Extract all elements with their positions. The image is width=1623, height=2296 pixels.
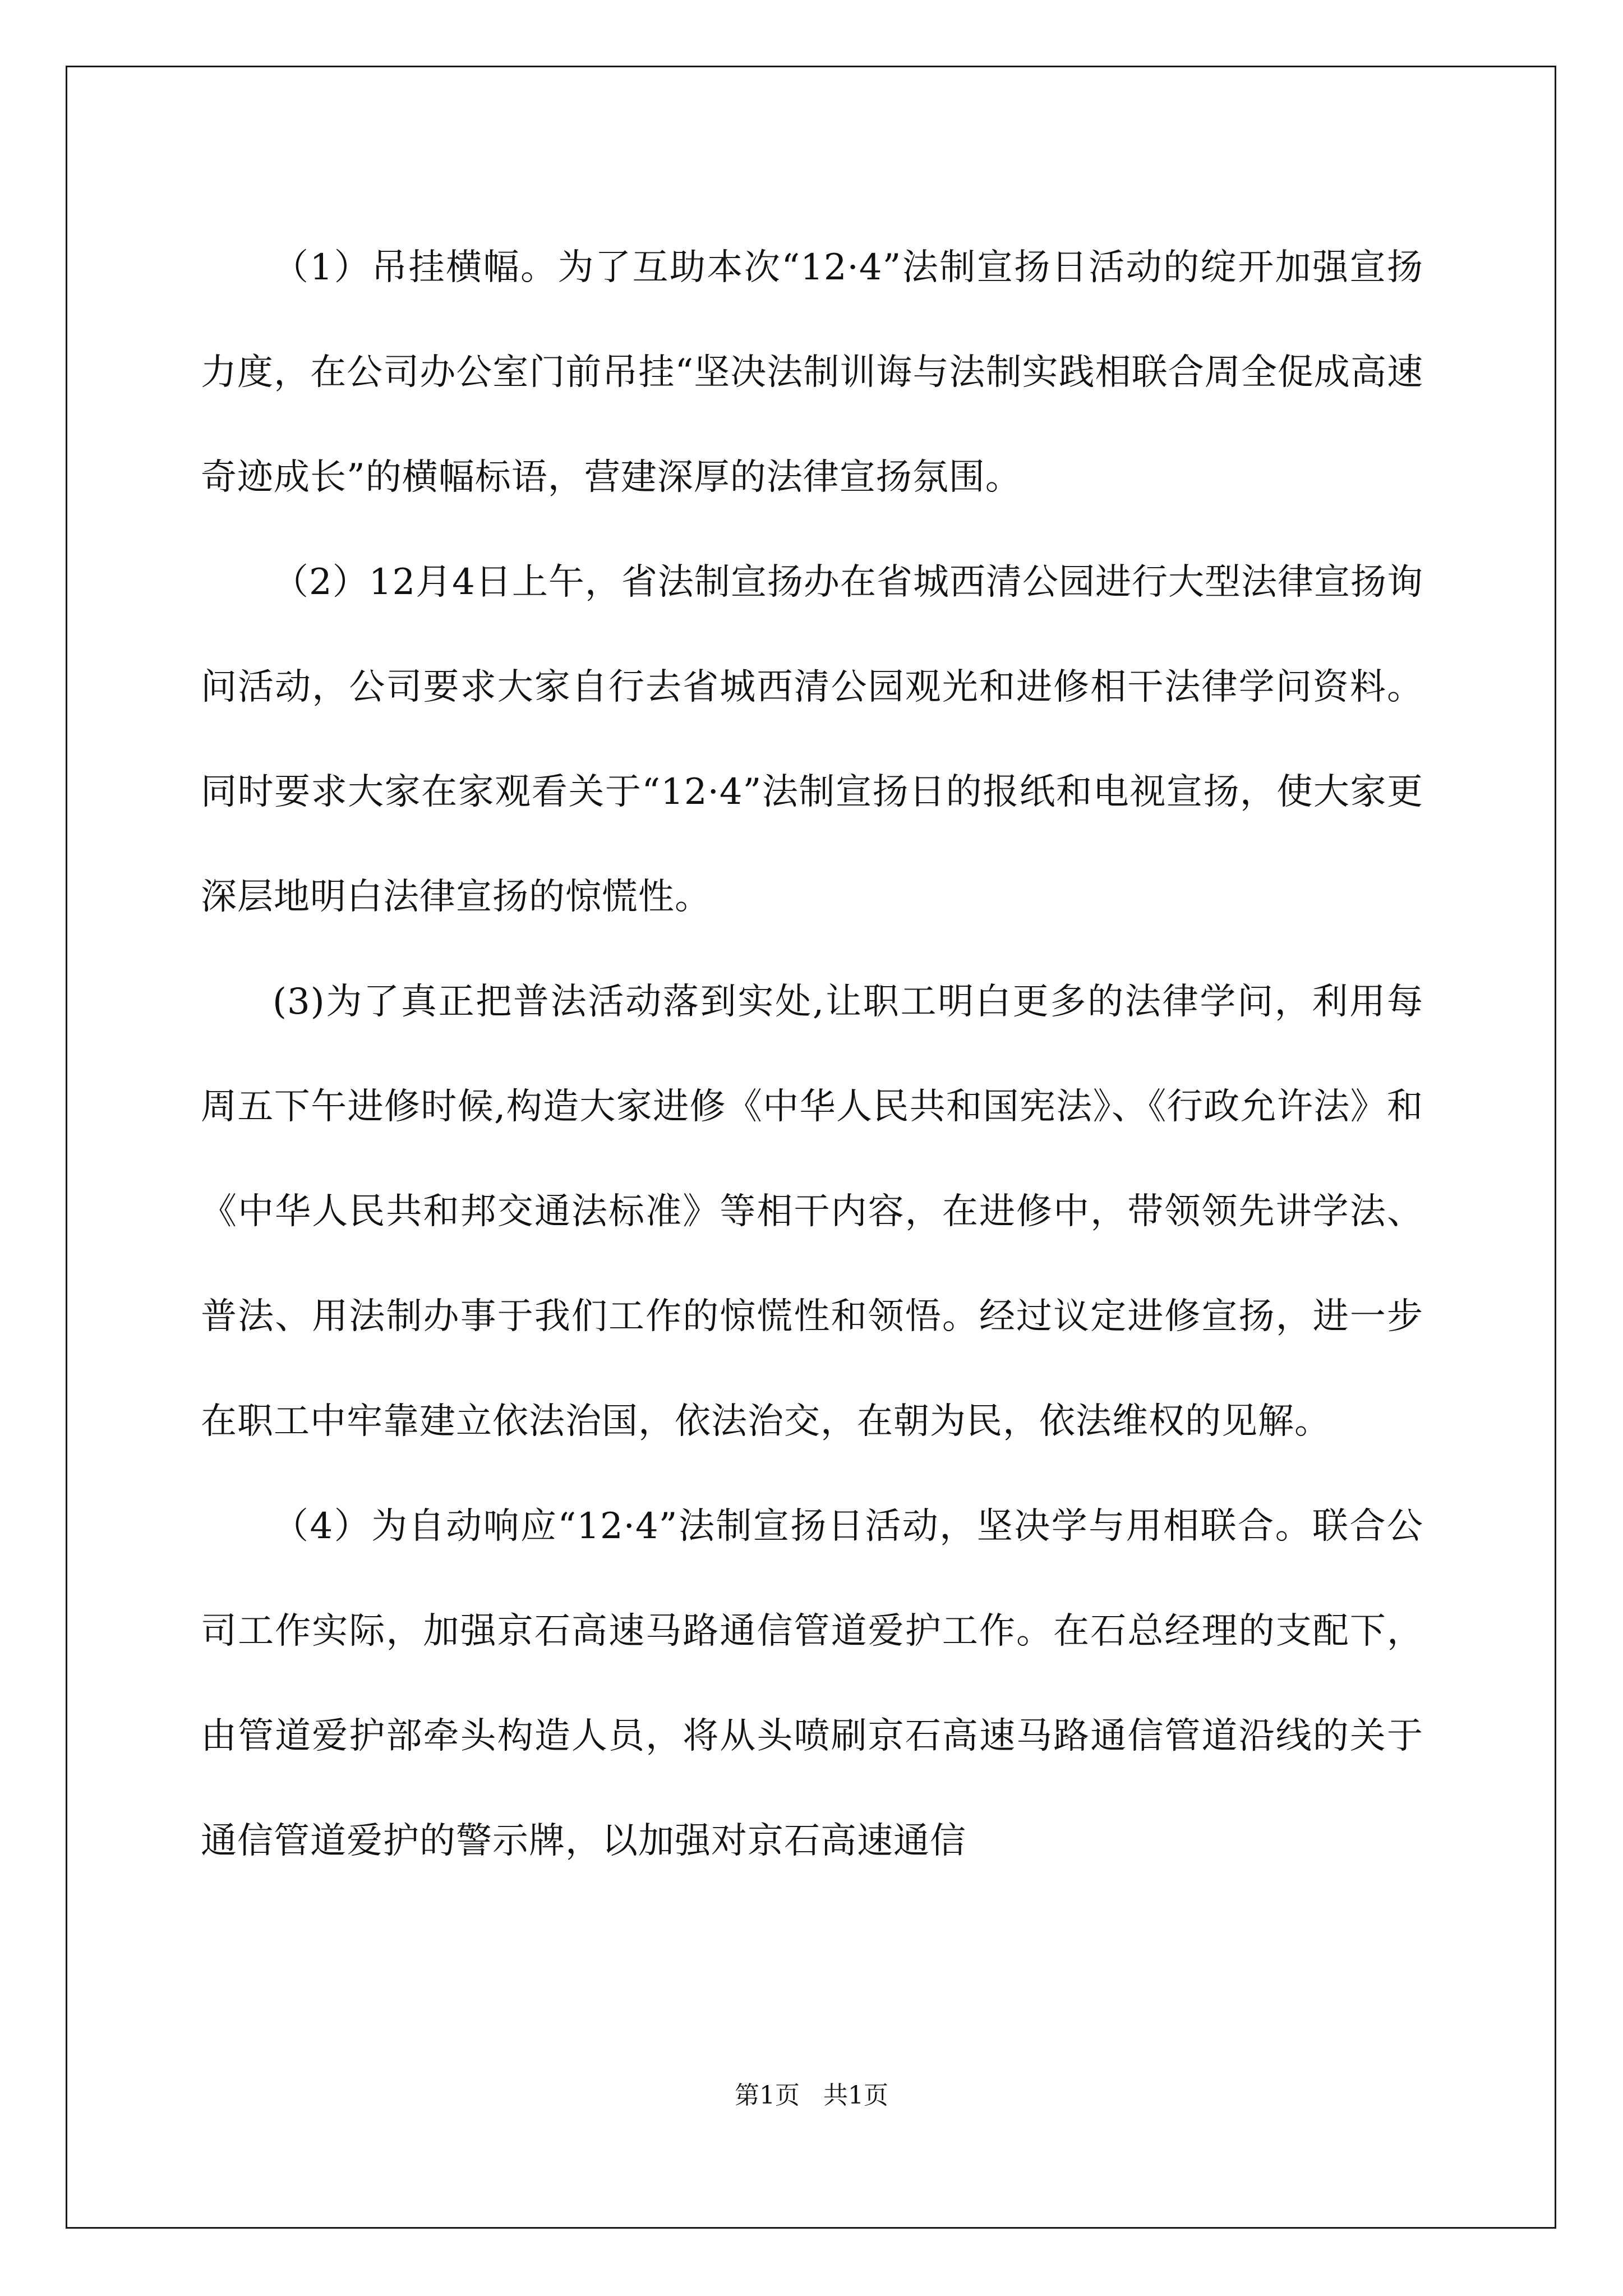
paragraph-2: （2）12月4日上午，省法制宣扬办在省城西清公园进行大型法律宣扬询问活动，公司要求大家自行去省城西清公园观光和进修相干法律学问资料。同时要求大家在家观看关于“12·4”法制宣扬日的报纸和电视宣扬，使大家更深层地明白法律宣扬的惊慌性。 [201, 562, 1423, 918]
page-number: 第1页 [735, 2081, 800, 2110]
page-total: 共1页 [823, 2081, 888, 2110]
paragraph-3: (3)为了真正把普法活动落到实处,让职工明白更多的法律学问，利用每周五下午进修时候,构造大家进修《中华人民共和国宪法》、《行政允许法》和《中华人民共和邦交通法标准》等相干内容，在进修中，带领领先讲学法、普法、用法制办事于我们工作的惊慌性和领悟。经过议定进修宣扬，进一步在职工中牢靠建立依法治国，依法治交，在朝为民，依法维权的见解。 [201, 981, 1423, 1442]
paragraph-1: （1）吊挂横幅。为了互助本次“12·4”法制宣扬日活动的绽开加强宣扬力度，在公司办公室门前吊挂“坚决法制训诲与法制实践相联合周全促成高速奇迹成长”的横幅标语，营建深厚的法律宣扬氛围。 [201, 247, 1423, 498]
document-body [201, 215, 1423, 1894]
page-footer [0, 2079, 1623, 2113]
paragraph-4: （4）为自动响应“12·4”法制宣扬日活动，坚决学与用相联合。联合公司工作实际，加强京石高速马路通信管道爱护工作。在石总经理的支配下，由管道爱护部牵头构造人员，将从头喷刷京石高速马路通信管道沿线的关于通信管道爱护的警示牌，以加强对京石高速通信 [201, 1506, 1423, 1862]
